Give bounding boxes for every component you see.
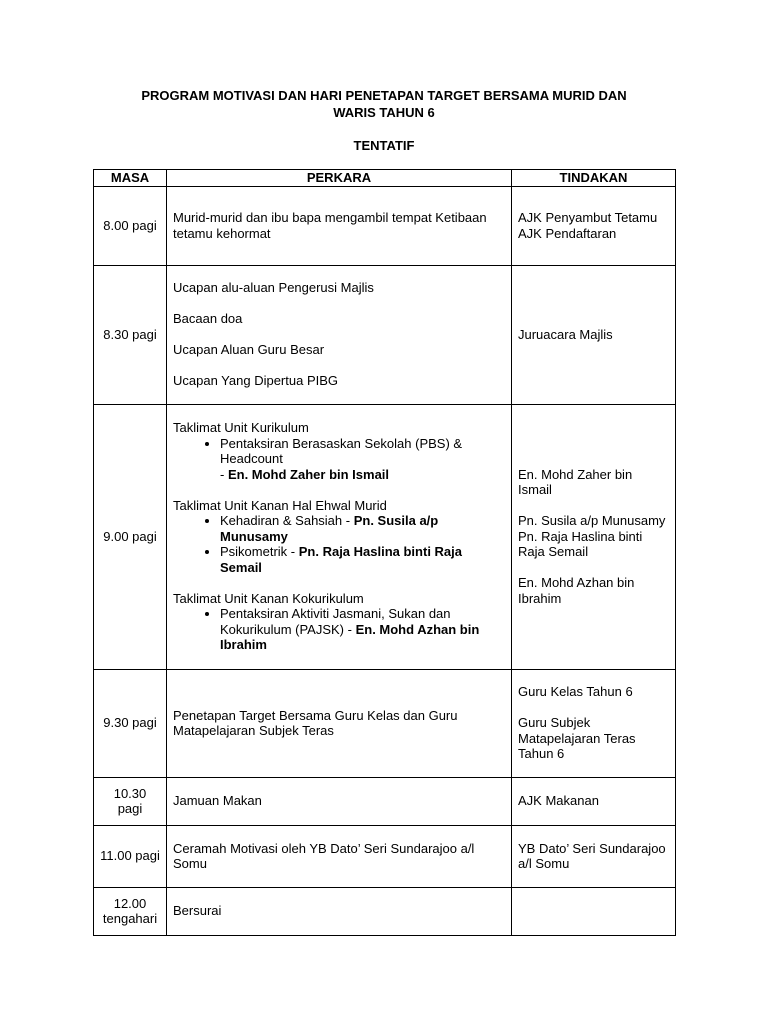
header-masa: MASA	[94, 170, 167, 187]
table-header-row	[94, 170, 676, 187]
title-line-2: WARIS TAHUN 6	[333, 105, 435, 120]
row-action	[512, 186, 676, 265]
row-action	[512, 404, 676, 669]
row-item	[167, 669, 512, 777]
row-action	[512, 265, 676, 404]
row-action-text: Guru Kelas Tahun 6	[518, 684, 633, 700]
row-item-text: Bacaan doa	[173, 311, 243, 327]
row-action-text: En. Mohd Zaher bin Ismail	[518, 466, 633, 498]
row-time: 8.00 pagi	[94, 186, 167, 265]
row-time: 11.00 pagi	[94, 825, 167, 887]
row-action-text: Pn. Raja Haslina binti Raja Semail	[518, 528, 643, 560]
header-perkara: PERKARA	[167, 170, 512, 187]
section-heading: Taklimat Unit Kanan Hal Ehwal Murid	[173, 497, 387, 513]
bullet-list	[173, 606, 505, 653]
row-action-text: Guru Subjek Matapelajaran Teras Tahun 6	[518, 715, 636, 762]
row-item	[167, 825, 512, 887]
row-item-text: Ucapan Yang Dipertua PIBG	[173, 373, 339, 389]
table-row	[94, 825, 676, 887]
section-heading: Taklimat Unit Kurikulum	[173, 420, 309, 436]
presenter-line: - En. Mohd Zaher bin Ismail	[220, 466, 390, 482]
row-time: 9.00 pagi	[94, 404, 167, 669]
row-action-text: AJK Pendaftaran	[518, 225, 617, 241]
table-row	[94, 186, 676, 265]
list-item: • Pentaksiran Aktiviti Jasmani, Sukan dan Kokurikulum (PAJSK) - En. Mohd Azhan bin Ibrahim	[220, 606, 505, 653]
list-item: • Kehadiran & Sahsiah - Pn. Susila a/p Munusamy	[220, 513, 505, 544]
document-subtitle: TENTATIF	[353, 138, 415, 153]
row-time: 9.30 pagi	[94, 669, 167, 777]
row-time: 12.00 tengahari	[94, 887, 167, 935]
schedule-table	[93, 169, 676, 936]
row-item-text: Ucapan alu-aluan Pengerusi Majlis	[173, 280, 374, 296]
row-action-text: Pn. Susila a/p Munusamy	[518, 513, 666, 529]
row-item-text: Bersurai	[173, 903, 222, 919]
row-action-text: Juruacara Majlis	[518, 326, 613, 342]
row-item-text: Ucapan Aluan Guru Besar	[173, 342, 325, 358]
section-heading: Taklimat Unit Kanan Kokurikulum	[173, 590, 364, 606]
row-action	[512, 777, 676, 825]
row-action-text: YB Dato’ Seri Sundarajoo a/l Somu	[518, 840, 666, 871]
row-time: 8.30 pagi	[94, 265, 167, 404]
list-item: • Psikometrik - Pn. Raja Haslina binti Raja Semail	[220, 544, 505, 575]
row-item	[167, 265, 512, 404]
row-item	[167, 777, 512, 825]
row-action-text: AJK Penyambut Tetamu	[518, 210, 658, 225]
header-tindakan: TINDAKAN	[512, 170, 676, 187]
row-action-text: En. Mohd Azhan bin Ibrahim	[518, 575, 635, 606]
table-row	[94, 404, 676, 669]
title-line-1: PROGRAM MOTIVASI DAN HARI PENETAPAN TARGET BERSAMA MURID DAN	[141, 88, 627, 103]
row-action	[512, 669, 676, 777]
bullet-list	[173, 436, 505, 467]
row-action	[512, 825, 676, 887]
row-action-text: AJK Makanan	[518, 793, 599, 809]
bullet-list	[173, 513, 505, 575]
document-title	[80, 87, 688, 121]
list-item: • Pentaksiran Berasaskan Sekolah (PBS) & Headcount	[220, 436, 505, 467]
table-row	[94, 777, 676, 825]
table-row	[94, 887, 676, 935]
row-item	[167, 186, 512, 265]
row-item	[167, 404, 512, 669]
row-action	[512, 887, 676, 935]
row-item	[167, 887, 512, 935]
table-row	[94, 669, 676, 777]
table-row	[94, 265, 676, 404]
row-item-text: Murid-murid dan ibu bapa mengambil tempat Ketibaan tetamu kehormat	[173, 210, 487, 241]
row-time: 10.30 pagi	[94, 777, 167, 825]
row-item-text: Ceramah Motivasi oleh YB Dato’ Seri Sundarajoo a/l Somu	[173, 840, 475, 871]
row-item-text: Jamuan Makan	[173, 793, 262, 809]
row-item-text: Penetapan Target Bersama Guru Kelas dan Guru Matapelajaran Subjek Teras	[173, 707, 458, 738]
